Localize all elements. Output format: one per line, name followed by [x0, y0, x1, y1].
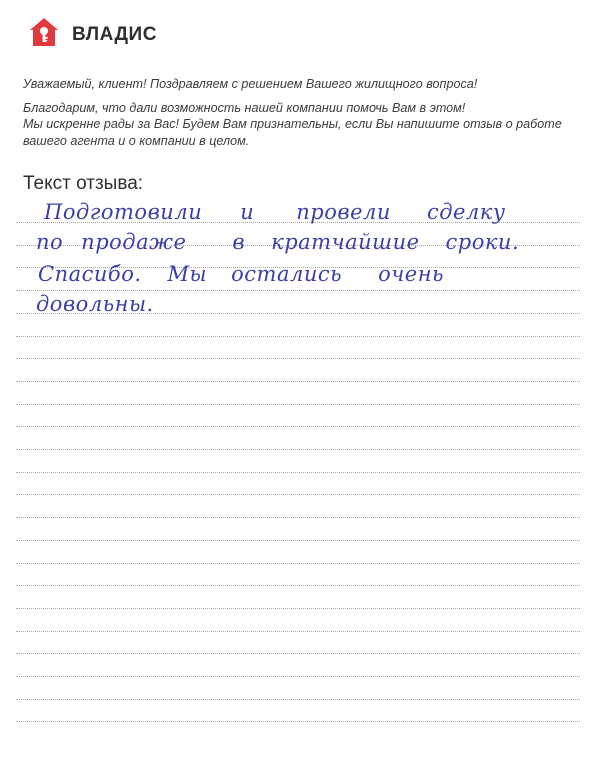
- writing-lines: [16, 200, 580, 730]
- handwritten-word: очень: [378, 262, 444, 286]
- writing-line: [16, 449, 580, 450]
- intro-greeting: Уважаемый, клиент! Поздравляем с решением Вашего жилищного вопроса!: [23, 77, 478, 91]
- intro-request: Мы искренне рады за Вас! Будем Вам признательны, если Вы напишите отзыв о работе: [23, 117, 562, 131]
- writing-line: [16, 472, 580, 473]
- writing-line: [16, 494, 580, 495]
- writing-line: [16, 699, 580, 700]
- writing-line: [16, 290, 580, 291]
- brand-name: ВЛАДИС: [72, 24, 157, 45]
- handwritten-word: в: [232, 230, 246, 254]
- writing-line: [16, 222, 580, 223]
- writing-line: [16, 267, 580, 268]
- writing-line: [16, 721, 580, 722]
- handwritten-word: Подготовили: [44, 200, 203, 224]
- writing-line: [16, 585, 580, 586]
- handwritten-word: провели: [296, 200, 391, 224]
- writing-line: [16, 404, 580, 405]
- handwritten-word: сроки.: [445, 230, 520, 254]
- writing-line: [16, 426, 580, 427]
- handwritten-word: и: [240, 200, 255, 224]
- writing-line: [16, 517, 580, 518]
- writing-line: [16, 358, 580, 359]
- intro-thanks: Благодарим, что дали возможность нашей компании помочь Вам в этом!: [23, 100, 466, 115]
- handwritten-word: по: [36, 230, 64, 254]
- house-key-icon: [28, 16, 60, 48]
- intro-text: [23, 76, 583, 149]
- writing-line: [16, 608, 580, 609]
- writing-line: [16, 381, 580, 382]
- handwritten-word: остались: [231, 262, 343, 286]
- handwritten-word: кратчайшие: [271, 230, 420, 254]
- handwritten-word: сделку: [426, 200, 506, 224]
- writing-line: [16, 563, 580, 564]
- intro-request-cont: вашего агента и о компании в целом.: [23, 133, 250, 148]
- handwritten-word: продаже: [81, 230, 187, 254]
- writing-line: [16, 245, 580, 246]
- handwritten-word: Мы: [167, 262, 208, 286]
- writing-line: [16, 653, 580, 654]
- handwritten-word: довольны.: [36, 292, 154, 316]
- writing-line: [16, 540, 580, 541]
- writing-line: [16, 313, 580, 314]
- writing-line: [16, 336, 580, 337]
- review-heading: Текст отзыва:: [23, 173, 144, 194]
- writing-line: [16, 676, 580, 677]
- handwritten-word: Спасибо.: [38, 262, 142, 286]
- writing-line: [16, 631, 580, 632]
